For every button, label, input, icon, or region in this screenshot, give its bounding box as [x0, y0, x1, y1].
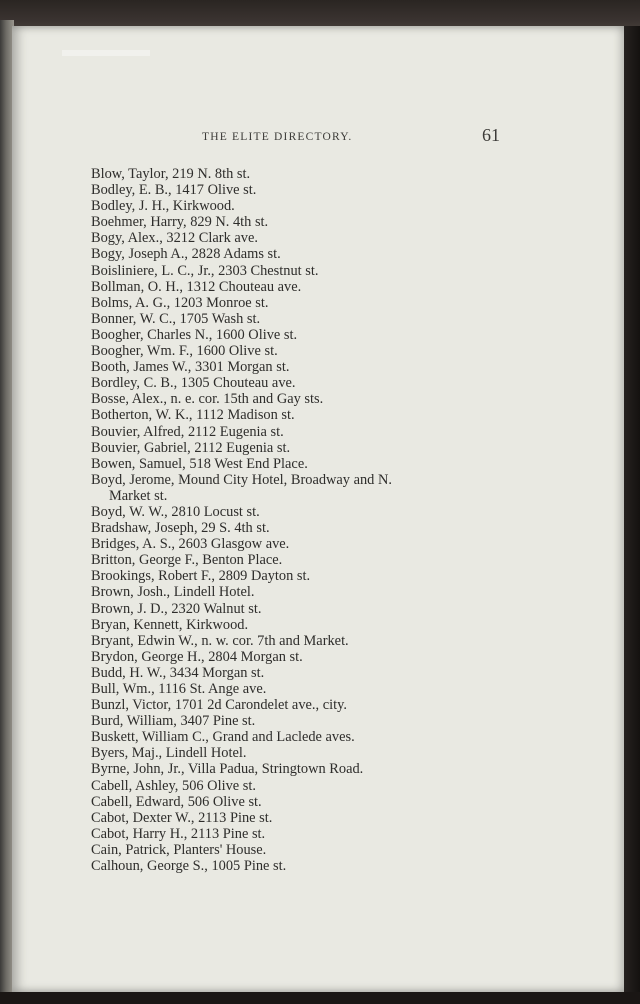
entry: Buskett, William C., Grand and Laclede aves. — [91, 729, 355, 746]
entry: Boehmer, Harry, 829 N. 4th st. — [91, 214, 269, 231]
entry: Botherton, W. K., 1112 Madison st. — [91, 407, 295, 424]
entry: Cabell, Edward, 506 Olive st. — [91, 793, 262, 810]
entry: Bonner, W. C., 1705 Wash st. — [91, 310, 261, 327]
entry: Bull, Wm., 1116 St. Ange ave. — [91, 681, 267, 697]
entry: Budd, H. W., 3434 Morgan st. — [91, 664, 265, 681]
entry: Boyd, Jerome, Mound City Hotel, Broadway and N. — [91, 471, 392, 488]
entry: Brydon, George H., 2804 Morgan st. — [91, 648, 303, 665]
entry: Booth, James W., 3301 Morgan st. — [91, 359, 290, 376]
entry: Bryant, Edwin W., n. w. cor. 7th and Market. — [91, 632, 349, 649]
entry: Bryan, Kennett, Kirkwood. — [91, 616, 249, 633]
entry: Cabell, Ashley, 506 Olive st. — [91, 777, 256, 794]
entry: Brown, J. D., 2320 Walnut st. — [91, 600, 262, 617]
entry: Bridges, A. S., 2603 Glasgow ave. — [91, 536, 290, 553]
entry: Boogher, Charles N., 1600 Olive st. — [91, 326, 298, 343]
entry: Cabot, Dexter W., 2113 Pine st. — [91, 809, 273, 826]
entry: Bowen, Samuel, 518 West End Place. — [91, 455, 308, 472]
entry: Bradshaw, Joseph, 29 S. 4th st. — [91, 520, 270, 537]
directory-entries — [91, 166, 551, 874]
entry: Calhoun, George S., 1005 Pine st. — [91, 858, 287, 875]
entry: Byers, Maj., Lindell Hotel. — [91, 745, 247, 762]
entry: Byrne, John, Jr., Villa Padua, Stringtown Road. — [91, 761, 364, 778]
entry: Bordley, C. B., 1305 Chouteau ave. — [91, 375, 296, 392]
tape-strip — [62, 50, 150, 56]
entry: Boisliniere, L. C., Jr., 2303 Chestnut st. — [91, 262, 319, 279]
entry: Bouvier, Alfred, 2112 Eugenia st. — [91, 423, 284, 440]
entry: Bogy, Joseph A., 2828 Adams st. — [91, 246, 281, 263]
entry: Cabot, Harry H., 2113 Pine st. — [91, 825, 266, 842]
entry: Brookings, Robert F., 2809 Dayton st. — [91, 568, 311, 585]
entry-continuation-text: Market st. — [109, 487, 168, 504]
entry: Bodley, J. H., Kirkwood. — [91, 198, 235, 215]
entry: Britton, George F., Benton Place. — [91, 552, 283, 569]
entry: Blow, Taylor, 219 N. 8th st. — [91, 166, 251, 182]
book-cover-edge — [624, 26, 640, 1004]
book-bottom-edge — [0, 992, 640, 1004]
entry: Bolms, A. G., 1203 Monroe st. — [91, 294, 269, 311]
entry: Cain, Patrick, Planters' House. — [91, 841, 267, 858]
entry-continuation — [91, 488, 551, 504]
running-header: THE ELITE DIRECTORY. — [202, 131, 353, 143]
entry: Bouvier, Gabriel, 2112 Eugenia st. — [91, 439, 291, 456]
entry: Bollman, O. H., 1312 Chouteau ave. — [91, 278, 302, 295]
page-number: 61 — [482, 125, 500, 145]
entry: Boyd, W. W., 2810 Locust st. — [91, 503, 260, 520]
entry: Bunzl, Victor, 1701 2d Carondelet ave., city. — [91, 697, 347, 714]
entry: Burd, William, 3407 Pine st. — [91, 713, 256, 730]
entry: Bogy, Alex., 3212 Clark ave. — [91, 230, 258, 247]
entry: Bosse, Alex., n. e. cor. 15th and Gay sts. — [91, 391, 324, 408]
entry: Boogher, Wm. F., 1600 Olive st. — [91, 343, 278, 360]
entry: Bodley, E. B., 1417 Olive st. — [91, 182, 257, 199]
entry: Brown, Josh., Lindell Hotel. — [91, 584, 255, 601]
